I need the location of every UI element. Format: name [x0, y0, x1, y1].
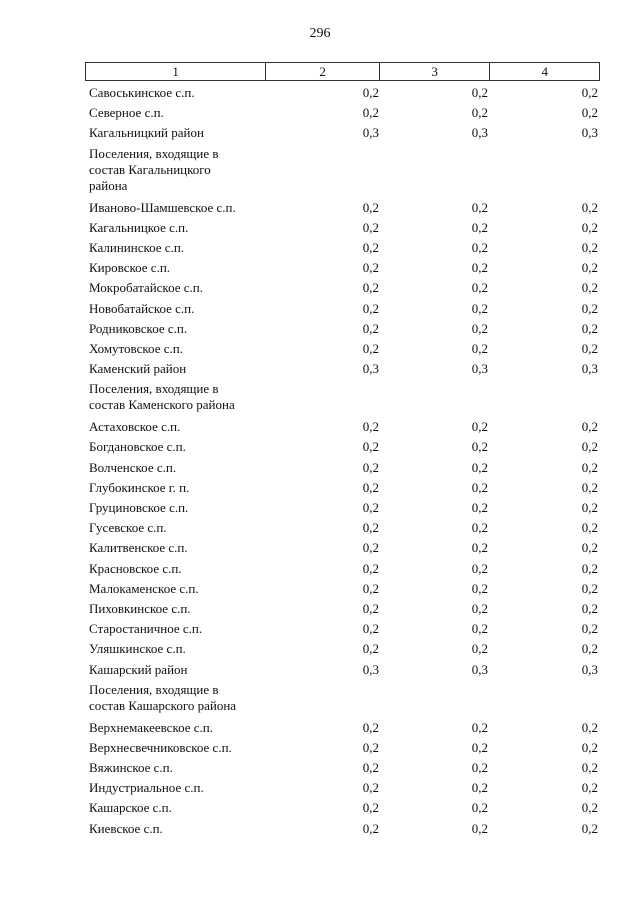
table-row [89, 660, 598, 680]
value-col-4: 0,3 [581, 125, 598, 141]
table-row [89, 339, 598, 359]
value-col-3: 0,2 [471, 520, 488, 536]
table-row [89, 123, 598, 143]
value-col-4: 0,2 [581, 199, 598, 215]
table-row [89, 738, 598, 758]
value-col-2: 0,3 [362, 361, 379, 377]
table-row [89, 458, 598, 478]
value-col-4: 0,2 [581, 280, 598, 296]
table-row [89, 83, 598, 103]
value-col-3: 0,2 [471, 540, 488, 556]
settlement-name: Верхнемакеевское с.п. [89, 719, 214, 735]
settlement-name: Богдановское с.п. [89, 439, 186, 455]
settlement-name: Савоськинское с.п. [89, 85, 195, 100]
table-row [89, 299, 598, 319]
value-col-4 [488, 379, 598, 417]
settlement-name: Кашарское с.п. [89, 800, 172, 816]
table-row [89, 258, 598, 278]
table-row [89, 579, 598, 599]
value-col-4: 0,2 [581, 219, 598, 235]
value-col-2: 0,2 [362, 260, 379, 276]
value-col-4: 0,2 [581, 439, 598, 455]
value-col-4: 0,2 [581, 479, 598, 495]
value-col-4: 0,2 [581, 600, 598, 616]
value-col-2: 0,2 [362, 641, 379, 657]
value-col-4: 0,2 [581, 419, 598, 435]
value-col-3: 0,2 [471, 105, 488, 121]
settlement-name: Кировское с.п. [89, 260, 171, 276]
header-col-3: 3 [379, 63, 490, 80]
value-col-3: 0,2 [471, 560, 488, 576]
value-col-2: 0,2 [362, 760, 379, 776]
value-col-2: 0,2 [362, 540, 379, 556]
value-col-4: 0,2 [581, 520, 598, 536]
settlement-name: Волченское с.п. [89, 459, 177, 475]
value-col-4: 0,2 [581, 641, 598, 657]
settlement-name: Киевское с.п. [89, 820, 163, 836]
value-col-3: 0,2 [471, 419, 488, 435]
table-row [89, 218, 598, 238]
table-row [89, 103, 598, 123]
table-row [89, 359, 598, 379]
value-col-3: 0,2 [471, 600, 488, 616]
table-row [89, 758, 598, 778]
value-col-3 [379, 680, 488, 718]
page-number: 296 [309, 26, 331, 41]
value-col-2: 0,2 [362, 459, 379, 475]
value-col-4: 0,2 [581, 780, 598, 796]
table-row [89, 798, 598, 818]
value-col-2: 0,2 [362, 500, 379, 515]
value-col-4: 0,2 [581, 621, 598, 637]
table-row [89, 538, 598, 558]
table-row [89, 718, 598, 738]
value-col-4: 0,2 [581, 760, 598, 776]
value-col-3: 0,2 [471, 641, 488, 657]
value-col-2: 0,2 [362, 199, 379, 215]
value-col-2 [265, 379, 379, 417]
value-col-4: 0,2 [581, 739, 598, 755]
table-row [89, 238, 598, 258]
value-col-4: 0,2 [581, 260, 598, 276]
value-col-2: 0,2 [362, 820, 379, 836]
settlement-name: Калининское с.п. [89, 239, 185, 255]
table-row [89, 619, 598, 639]
value-col-2: 0,2 [362, 780, 379, 796]
value-col-4: 0,2 [581, 580, 598, 596]
header-col-2: 2 [265, 63, 379, 80]
value-col-2: 0,2 [362, 300, 379, 316]
value-col-3: 0,2 [471, 219, 488, 235]
value-col-2: 0,2 [362, 520, 379, 536]
value-col-3: 0,2 [471, 719, 488, 735]
settlement-name: Уляшкинское с.п. [89, 641, 186, 657]
settlement-name: Новобатайское с.п. [89, 300, 195, 316]
settlement-name: Малокаменское с.п. [89, 580, 199, 596]
header-col-4: 4 [489, 63, 599, 80]
value-col-2: 0,2 [362, 479, 379, 495]
value-col-3: 0,2 [471, 85, 488, 100]
table-header [85, 62, 600, 81]
settlement-name: Гусевское с.п. [89, 520, 167, 536]
settlement-name: Мокробатайское с.п. [89, 280, 203, 296]
value-col-2: 0,2 [362, 239, 379, 255]
settlement-name: Астаховское с.п. [89, 419, 181, 435]
settlement-name: Глубокинское г. п. [89, 479, 190, 495]
value-col-4: 0,3 [581, 361, 598, 377]
settlement-name: Пиховкинское с.п. [89, 600, 191, 616]
settlement-name: Хомутовское с.п. [89, 340, 183, 356]
value-col-2: 0,3 [362, 661, 379, 677]
value-col-2: 0,2 [362, 621, 379, 637]
settlement-name: Груциновское с.п. [89, 500, 189, 515]
value-col-4: 0,2 [581, 300, 598, 316]
value-col-2: 0,2 [362, 439, 379, 455]
value-col-4: 0,2 [581, 800, 598, 816]
settlement-name: Каменский район [89, 361, 187, 377]
settlement-name: Иваново-Шамшевское с.п. [89, 199, 236, 215]
table-row [89, 518, 598, 538]
settlement-name: Красновское с.п. [89, 560, 182, 576]
settlement-name: Кагальницкий район [89, 125, 204, 141]
table-row [89, 278, 598, 298]
value-col-3: 0,2 [471, 580, 488, 596]
settlement-name: Поселения, входящие в состав Кагальницкого района [89, 145, 219, 193]
value-col-3: 0,2 [471, 780, 488, 796]
settlement-name: Кагальницкое с.п. [89, 219, 189, 235]
value-col-2: 0,2 [362, 600, 379, 616]
value-col-3: 0,2 [471, 340, 488, 356]
table-row [89, 379, 598, 417]
settlement-name: Родниковское с.п. [89, 320, 188, 336]
table-row [89, 559, 598, 579]
table-row [89, 319, 598, 339]
value-col-4 [488, 144, 598, 198]
table-row [89, 478, 598, 498]
table-row [89, 198, 598, 218]
value-col-3: 0,2 [471, 820, 488, 836]
table-row [89, 417, 598, 437]
value-col-3: 0,2 [471, 320, 488, 336]
value-col-3: 0,2 [471, 459, 488, 475]
value-col-2 [265, 144, 379, 198]
settlement-name: Поселения, входящие в состав Каменского района [89, 381, 235, 413]
value-col-2: 0,2 [362, 85, 379, 100]
table-row [89, 599, 598, 619]
value-col-4: 0,2 [581, 459, 598, 475]
value-col-2: 0,2 [362, 739, 379, 755]
table-row [89, 498, 598, 518]
value-col-3: 0,2 [471, 621, 488, 637]
value-col-4: 0,2 [581, 239, 598, 255]
value-col-2: 0,2 [362, 320, 379, 336]
table-row [89, 680, 598, 718]
value-col-2 [265, 680, 379, 718]
value-col-2: 0,2 [362, 340, 379, 356]
value-col-3: 0,2 [471, 760, 488, 776]
value-col-2: 0,2 [362, 719, 379, 735]
value-col-3: 0,2 [471, 500, 488, 515]
value-col-3: 0,3 [471, 125, 488, 141]
value-col-2: 0,2 [362, 105, 379, 121]
value-col-3: 0,2 [471, 800, 488, 816]
settlement-name: Северное с.п. [89, 105, 164, 121]
table-body [89, 83, 598, 839]
value-col-3: 0,2 [471, 199, 488, 215]
value-col-4: 0,2 [581, 85, 598, 100]
value-col-3 [379, 144, 488, 198]
value-col-4: 0,3 [581, 661, 598, 677]
settlement-name: Поселения, входящие в состав Кашарского района [89, 681, 237, 713]
value-col-2: 0,2 [362, 580, 379, 596]
value-col-4: 0,2 [581, 500, 598, 515]
value-col-2: 0,2 [362, 219, 379, 235]
table-row [89, 819, 598, 839]
value-col-2: 0,3 [362, 125, 379, 141]
value-col-2: 0,2 [362, 280, 379, 296]
settlement-name: Индустриальное с.п. [89, 780, 204, 796]
settlement-name: Вяжинское с.п. [89, 760, 173, 776]
value-col-3: 0,2 [471, 479, 488, 495]
value-col-3: 0,3 [471, 361, 488, 377]
value-col-3: 0,2 [471, 300, 488, 316]
value-col-4: 0,2 [581, 820, 598, 836]
value-col-2: 0,2 [362, 800, 379, 816]
value-col-4: 0,2 [581, 320, 598, 336]
header-col-1: 1 [172, 64, 179, 79]
settlement-name: Старостаничное с.п. [89, 621, 203, 637]
value-col-3: 0,3 [471, 661, 488, 677]
value-col-3 [379, 379, 488, 417]
settlement-name: Верхнесвечниковское с.п. [89, 739, 232, 755]
value-col-4: 0,2 [581, 340, 598, 356]
value-col-2: 0,2 [362, 560, 379, 576]
value-col-4: 0,2 [581, 105, 598, 121]
value-col-3: 0,2 [471, 739, 488, 755]
value-col-3: 0,2 [471, 280, 488, 296]
table-row [89, 639, 598, 659]
value-col-3: 0,2 [471, 239, 488, 255]
value-col-4: 0,2 [581, 540, 598, 556]
table-row [89, 144, 598, 198]
value-col-4: 0,2 [581, 719, 598, 735]
value-col-2: 0,2 [362, 419, 379, 435]
settlement-name: Калитвенское с.п. [89, 540, 188, 556]
value-col-4 [488, 680, 598, 718]
table-row [89, 778, 598, 798]
value-col-3: 0,2 [471, 260, 488, 276]
settlement-name: Кашарский район [89, 661, 188, 677]
value-col-3: 0,2 [471, 439, 488, 455]
table-row [89, 437, 598, 457]
value-col-4: 0,2 [581, 560, 598, 576]
